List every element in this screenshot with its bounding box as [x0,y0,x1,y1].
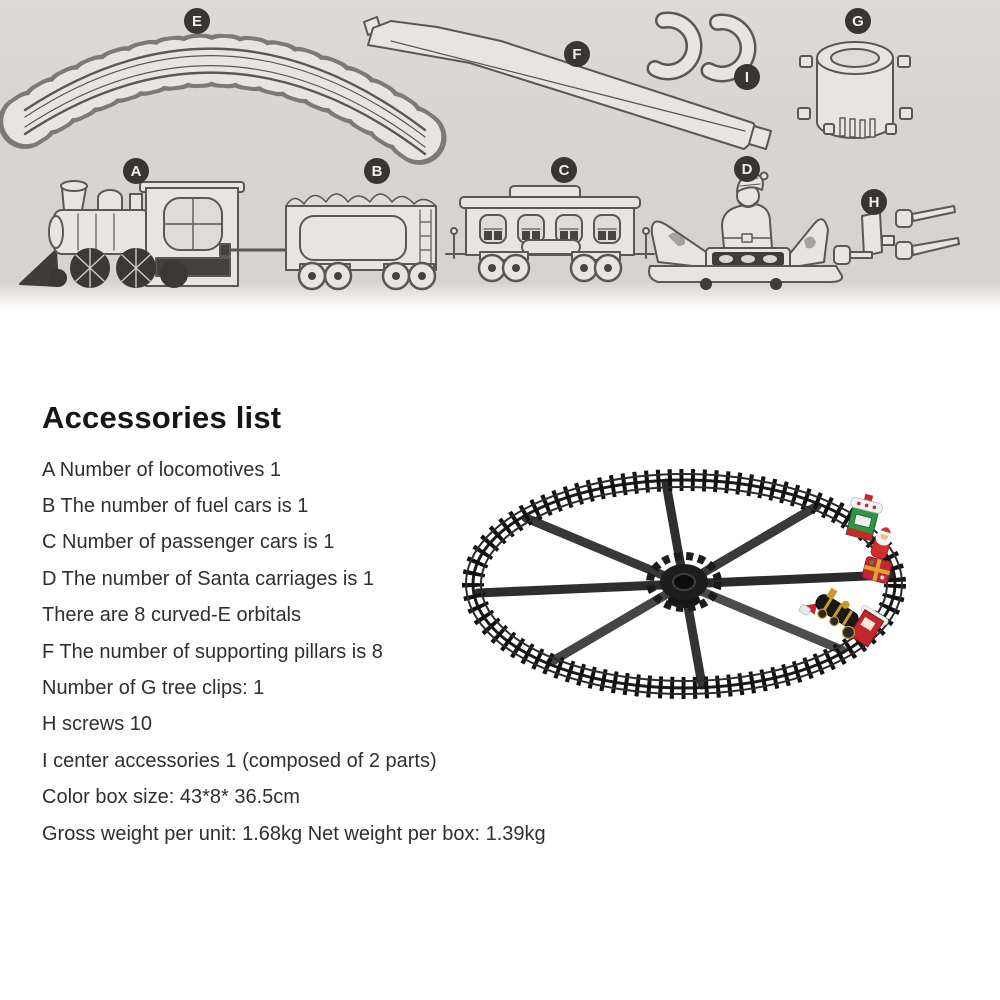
tree-clip-drawing [798,42,912,138]
list-item: C Number of passenger cars is 1 [42,531,335,554]
list-item: Color box size: 43*8* 36.5cm [42,786,300,809]
part-label-f-icon: F [564,41,590,67]
part-label-i-icon: I [734,64,760,90]
part-label-e-icon: E [184,8,210,34]
product-photo [440,430,1000,740]
list-item: Gross weight per unit: 1.68kg Net weight per box: 1.39kg [42,822,546,845]
list-item: D The number of Santa carriages is 1 [42,567,375,590]
parts-diagram-panel [0,0,1000,310]
curved-track-drawing [25,49,425,154]
santa-sleigh-drawing [649,173,842,290]
locomotive-drawing [20,181,244,287]
list-item: I center accessories 1 (composed of 2 parts) [42,749,437,772]
list-item: There are 8 curved-E orbitals [42,604,302,627]
passenger-car-drawing [446,186,654,281]
part-label-c-icon: C [551,157,577,183]
list-item: A Number of locomotives 1 [42,458,281,481]
list-item: Number of G tree clips: 1 [42,677,265,700]
accessories-heading: Accessories list [42,400,282,435]
part-label-h-icon: H [861,189,887,215]
parts-diagram-art [0,0,1000,310]
part-label-b-icon: B [364,158,390,184]
list-item: F The number of supporting pillars is 8 [42,640,383,663]
screws-drawing [834,206,959,264]
part-label-a-icon: A [123,158,149,184]
part-label-d-icon: D [734,156,760,182]
list-item: B The number of fuel cars is 1 [42,495,309,518]
list-item: H screws 10 [42,713,153,736]
part-label-g-icon: G [845,8,871,34]
center-accessory-curves-drawing [655,20,748,74]
fuel-car-drawing [220,194,436,289]
